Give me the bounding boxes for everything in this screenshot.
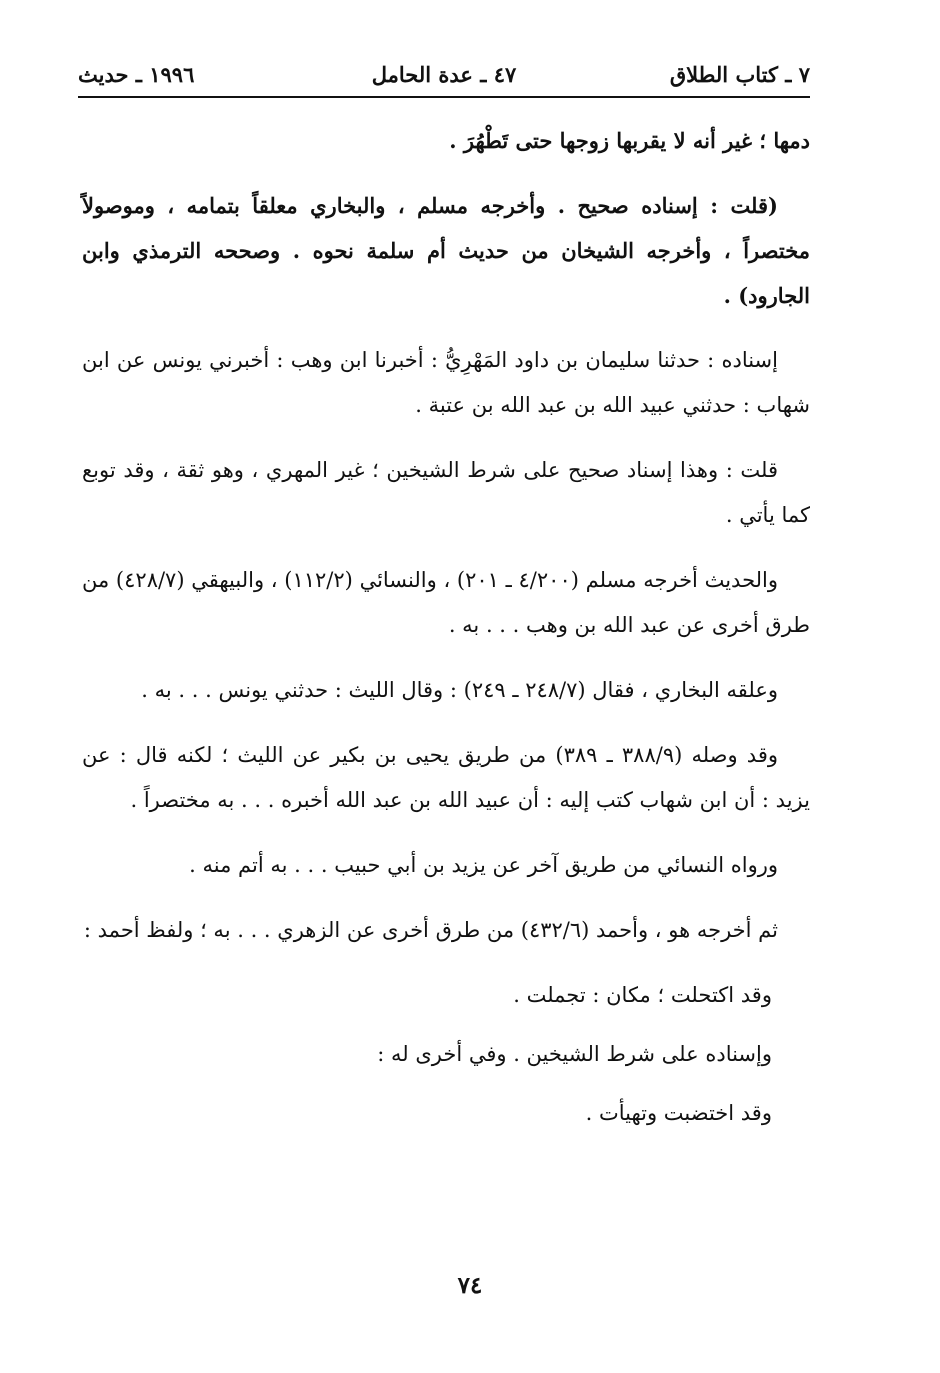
paragraph-isnad: إسناده : حدثنا سليمان بن داود المَهْرِيُّ : أخبرنا ابن وهب : أخبرني يونس عن ابن شهاب : حدثني عبيد الله بن عبد الله بن عتبة .: [82, 348, 810, 417]
paragraph-takhrij-3: وقد وصله (٣٨٨/٩ ـ ٣٨٩) من طريق يحيى بن بكير عن الليث ؛ لكنه قال : عن يزيد : أن ابن شهاب كتب إليه : أن عبيد الله بن عبد الله أخبره . . . به مختصراً .: [82, 743, 810, 812]
paragraph-takhrij-5: ثم أخرجه هو ، وأحمد (٤٣٢/٦) من طرق أخرى عن الزهري . . . به ؛ ولفظ أحمد :: [83, 918, 778, 942]
paragraph-hadith-end: دمها ؛ غير أنه لا يقربها زوجها حتى تَطْهُرَ .: [449, 128, 810, 153]
paragraph-isnad-comment: قلت : وهذا إسناد صحيح على شرط الشيخين ؛ غير المهري ، وهو ثقة ، وقد توبع كما يأتي .: [82, 458, 810, 527]
header-rule: [78, 96, 810, 98]
header-chapter: ٧ ـ كتاب الطلاق: [669, 62, 810, 87]
paragraph-grading: (قلت : إسناده صحيح . وأخرجه مسلم ، والبخاري معلقاً بتمامه ، وموصولاً مختصراً ، وأخرجه الشيخان من حديث أم سلمة نحوه . وصححه الترمذي وابن الجارود) .: [82, 193, 810, 308]
paragraph-takhrij-4: ورواه النسائي من طريق آخر عن يزيد بن أبي حبيب . . . به أتم منه .: [189, 853, 778, 877]
page-body: [82, 118, 810, 1150]
page-number: ٧٤: [457, 1272, 483, 1299]
quote-line-2: وإسناده على شرط الشيخين . وفي أخرى له :: [377, 1042, 772, 1066]
header-section: ٤٧ ـ عدة الحامل: [371, 62, 517, 87]
paragraph-takhrij-1: والحديث أخرجه مسلم (٤/٢٠٠ ـ ٢٠١) ، والنسائي (١١٢/٢) ، والبيهقي (٤٢٨/٧) من طرق أخرى عن عبد الله بن وهب . . . به .: [82, 568, 810, 637]
paragraph-takhrij-2: وعلقه البخاري ، فقال (٢٤٨/٧ ـ ٢٤٩) : وقال الليث : حدثني يونس . . . به .: [141, 678, 778, 702]
quote-line-1: وقد اكتحلت ؛ مكان : تجملت .: [513, 983, 772, 1007]
running-header: [78, 62, 810, 96]
header-hadith-number: ١٩٩٦ ـ حديث: [78, 62, 195, 87]
quote-line-3: وقد اختضبت وتهيأت .: [585, 1101, 772, 1125]
